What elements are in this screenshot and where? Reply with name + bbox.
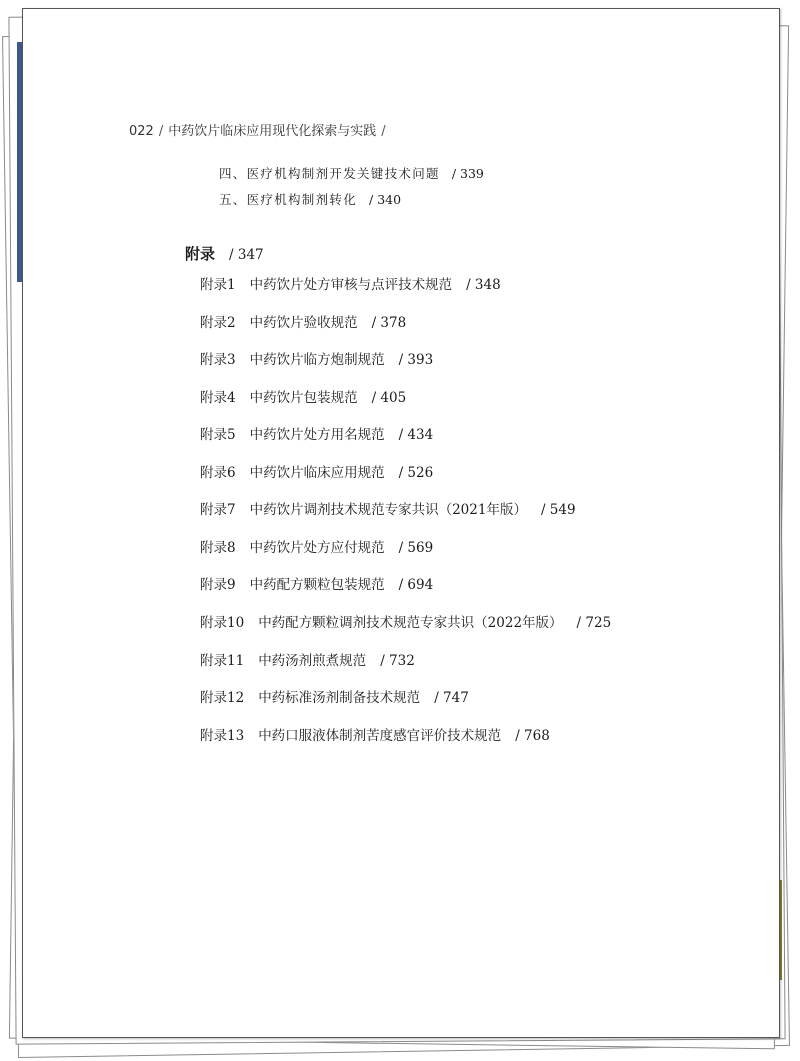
appendix-label: 附录6 bbox=[200, 465, 236, 481]
sub-entry-title: 四、医疗机构制剂开发关键技术问题 bbox=[219, 166, 440, 181]
appendix-label: 附录8 bbox=[200, 540, 236, 556]
appendix-entry[interactable] bbox=[200, 536, 433, 556]
sub-entry-page: / 340 bbox=[369, 192, 402, 207]
appendix-title: 中药配方颗粒调剂技术规范专家共识（2022年版） bbox=[258, 615, 563, 631]
appendix-label: 附录13 bbox=[200, 728, 245, 744]
appendix-label: 附录4 bbox=[200, 390, 236, 406]
appendix-label: 附录11 bbox=[200, 653, 245, 669]
header-page-number: 022 bbox=[129, 124, 154, 139]
appendix-page: / 725 bbox=[576, 615, 612, 631]
appendix-title: 中药饮片验收规范 bbox=[249, 315, 358, 331]
appendix-label: 附录5 bbox=[200, 427, 236, 443]
appendix-title: 中药饮片处方用名规范 bbox=[249, 427, 385, 443]
appendix-entry[interactable] bbox=[200, 311, 406, 331]
appendix-title: 中药饮片临床应用规范 bbox=[249, 465, 385, 481]
book-page bbox=[22, 8, 780, 1038]
header-separator: / bbox=[158, 124, 164, 139]
appendix-label: 附录1 bbox=[200, 277, 236, 293]
appendix-page: / 694 bbox=[398, 577, 434, 593]
appendix-page: / 732 bbox=[380, 653, 415, 669]
appendix-heading-page: / 347 bbox=[229, 247, 264, 263]
appendix-label: 附录10 bbox=[200, 615, 245, 631]
appendix-title: 中药饮片调剂技术规范专家共识（2021年版） bbox=[249, 502, 527, 518]
appendix-entry[interactable] bbox=[200, 423, 433, 443]
appendix-page: / 434 bbox=[398, 427, 434, 443]
appendix-title: 中药配方颗粒包装规范 bbox=[249, 577, 385, 593]
appendix-title: 中药饮片处方应付规范 bbox=[249, 540, 385, 556]
appendix-entry[interactable] bbox=[200, 498, 576, 518]
appendix-page: / 348 bbox=[466, 277, 501, 293]
appendix-title: 中药饮片临方炮制规范 bbox=[249, 352, 385, 368]
appendix-title: 中药汤剂煎煮规范 bbox=[258, 653, 367, 669]
appendix-entry[interactable] bbox=[200, 386, 406, 406]
appendix-entry[interactable] bbox=[200, 573, 433, 593]
appendix-heading-title: 附录 bbox=[185, 245, 216, 263]
appendix-entry[interactable] bbox=[200, 461, 433, 481]
appendix-title: 中药饮片处方审核与点评技术规范 bbox=[249, 277, 453, 293]
header-book-title: 中药饮片临床应用现代化探索与实践 bbox=[168, 124, 377, 139]
appendix-entry[interactable] bbox=[200, 273, 501, 293]
appendix-page: / 526 bbox=[398, 465, 434, 481]
appendix-label: 附录2 bbox=[200, 315, 236, 331]
appendix-page: / 405 bbox=[371, 390, 407, 406]
appendix-heading[interactable] bbox=[185, 243, 264, 264]
appendix-page: / 549 bbox=[540, 502, 576, 518]
appendix-page: / 378 bbox=[371, 315, 407, 331]
appendix-page: / 393 bbox=[398, 352, 434, 368]
toc-sub-entry[interactable] bbox=[219, 190, 401, 208]
appendix-entry[interactable] bbox=[200, 724, 550, 744]
appendix-title: 中药标准汤剂制备技术规范 bbox=[258, 690, 421, 706]
appendix-title: 中药口服液体制剂苦度感官评价技术规范 bbox=[258, 728, 502, 744]
appendix-title: 中药饮片包装规范 bbox=[249, 390, 358, 406]
running-header bbox=[129, 120, 391, 139]
appendix-label: 附录12 bbox=[200, 690, 245, 706]
appendix-page: / 747 bbox=[434, 690, 469, 706]
appendix-label: 附录9 bbox=[200, 577, 236, 593]
toc-sub-entry[interactable] bbox=[219, 164, 484, 182]
sub-entry-title: 五、医疗机构制剂转化 bbox=[219, 192, 358, 207]
appendix-entry[interactable] bbox=[200, 348, 433, 368]
appendix-label: 附录7 bbox=[200, 502, 236, 518]
appendix-label: 附录3 bbox=[200, 352, 236, 368]
header-separator-end: / bbox=[381, 124, 386, 139]
appendix-entry[interactable] bbox=[200, 686, 469, 706]
sub-entry-page: / 339 bbox=[451, 166, 484, 181]
appendix-entry[interactable] bbox=[200, 649, 415, 669]
appendix-page: / 768 bbox=[515, 728, 550, 744]
appendix-entry[interactable] bbox=[200, 611, 611, 631]
appendix-page: / 569 bbox=[398, 540, 434, 556]
